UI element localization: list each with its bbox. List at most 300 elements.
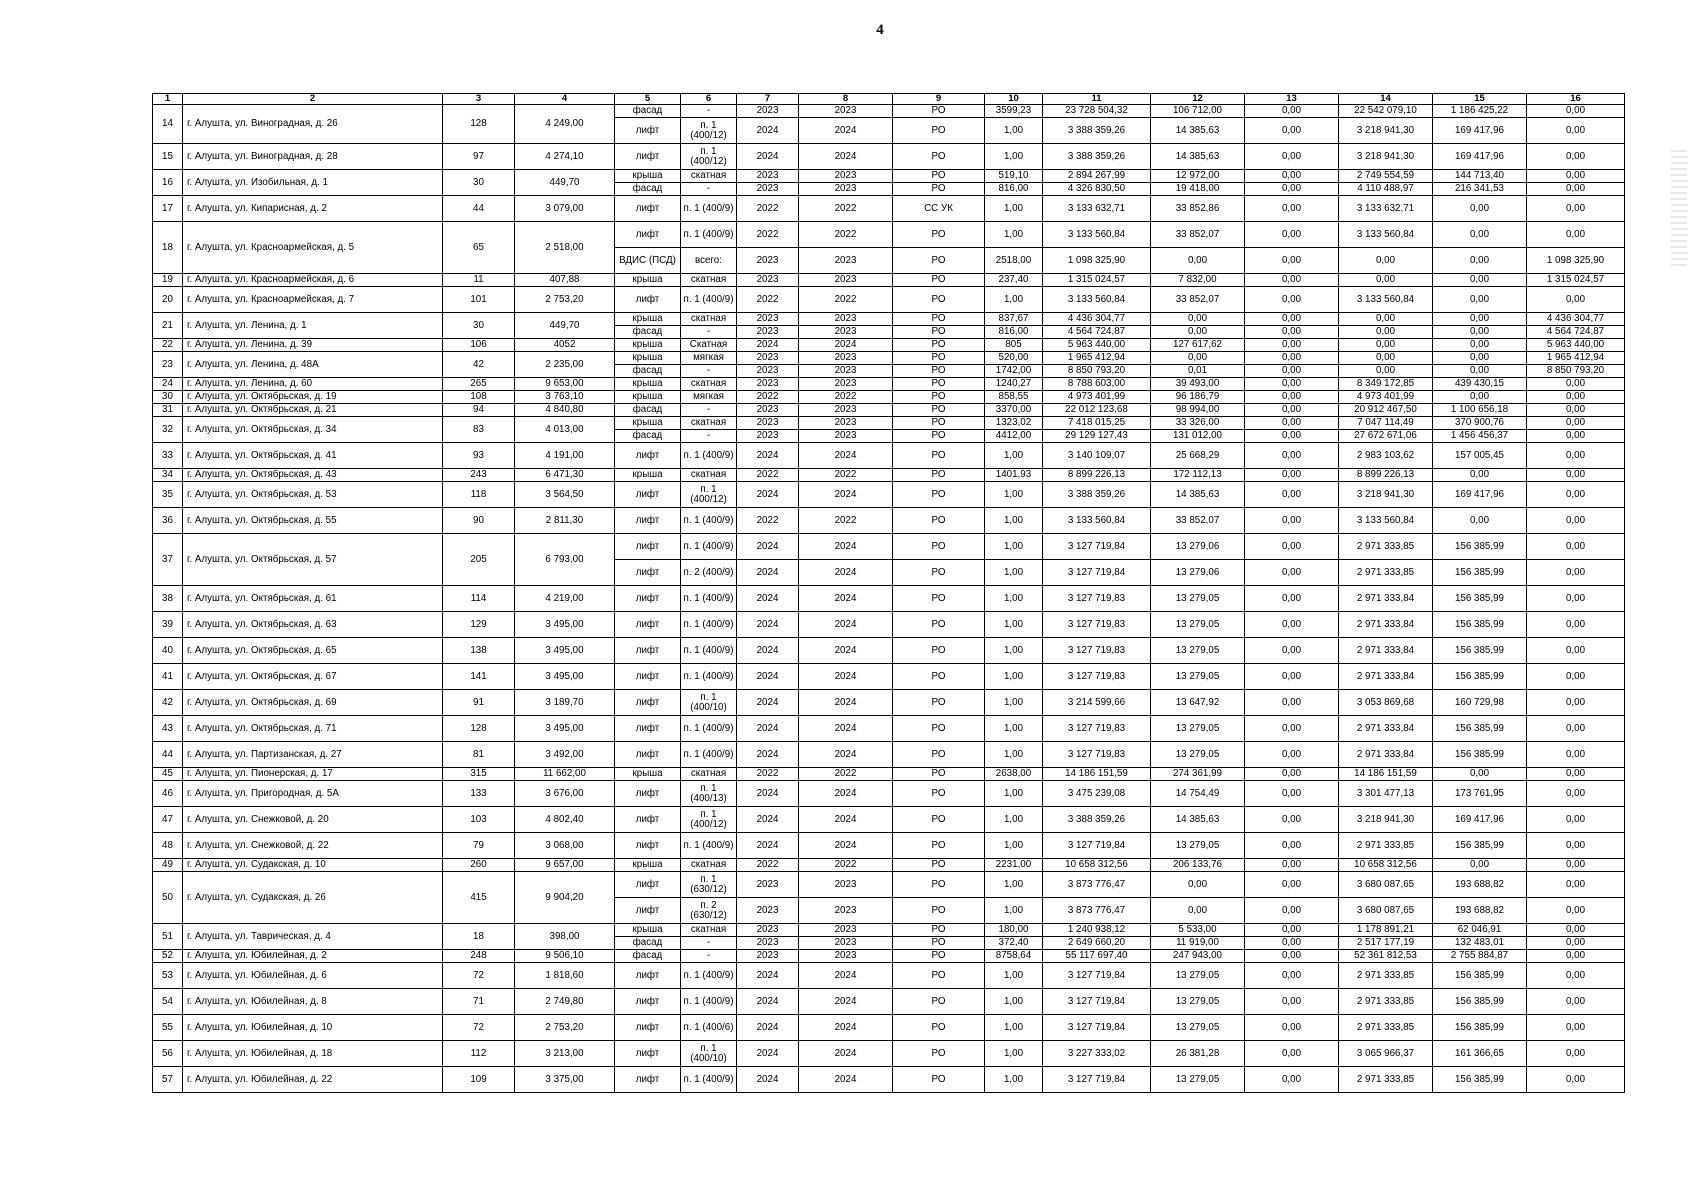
element: лифт <box>615 781 681 807</box>
cost-col-14: 2 749 554,59 <box>1339 170 1433 183</box>
cost-col-14: 8 899 226,13 <box>1339 469 1433 482</box>
cost-col-16: 0,00 <box>1527 716 1625 742</box>
plan-end-year: 2022 <box>799 222 893 248</box>
plan-end-year: 2024 <box>799 833 893 859</box>
element: лифт <box>615 196 681 222</box>
cost-col-14: 10 658 312,56 <box>1339 859 1433 872</box>
element: фасад <box>615 950 681 963</box>
cost-col-15: 169 417,96 <box>1433 144 1527 170</box>
cost-col-15: 144 713,40 <box>1433 170 1527 183</box>
volume: 1,00 <box>985 560 1043 586</box>
element: крыша <box>615 170 681 183</box>
cost-col-13: 0,00 <box>1245 144 1339 170</box>
fund-method: РО <box>893 586 985 612</box>
year-or-count: 108 <box>443 391 515 404</box>
building-area: 407,88 <box>515 274 615 287</box>
volume: 858,55 <box>985 391 1043 404</box>
cost-col-16: 0,00 <box>1527 118 1625 144</box>
total-cost: 1 098 325,90 <box>1043 248 1151 274</box>
fund-method: РО <box>893 833 985 859</box>
row-number: 18 <box>153 222 183 274</box>
total-cost: 3 127 719,83 <box>1043 716 1151 742</box>
cost-col-15: 62 046,91 <box>1433 924 1527 937</box>
volume: 1,00 <box>985 1067 1043 1093</box>
total-cost: 3 127 719,83 <box>1043 664 1151 690</box>
cost-col-16: 4 564 724,87 <box>1527 326 1625 339</box>
cost-col-15: 156 385,99 <box>1433 716 1527 742</box>
cost-col-13: 0,00 <box>1245 274 1339 287</box>
cost-col-14: 4 110 488,97 <box>1339 183 1433 196</box>
cost-col-16: 8 850 793,20 <box>1527 365 1625 378</box>
year-or-count: 133 <box>443 781 515 807</box>
building-address: г. Алушта, ул. Виноградная, д. 28 <box>183 144 443 170</box>
cost-col-15: 161 366,65 <box>1433 1041 1527 1067</box>
element-type: скатная <box>681 313 737 326</box>
total-cost: 3 127 719,84 <box>1043 560 1151 586</box>
fund-method: РО <box>893 469 985 482</box>
element-type: п. 1 (400/9) <box>681 287 737 313</box>
cost-col-14: 8 349 172,85 <box>1339 378 1433 391</box>
plan-start-year: 2023 <box>737 183 799 196</box>
volume: 4412,00 <box>985 430 1043 443</box>
total-cost: 3 873 776,47 <box>1043 898 1151 924</box>
cost-col-14: 0,00 <box>1339 365 1433 378</box>
cost-col-15: 156 385,99 <box>1433 586 1527 612</box>
plan-start-year: 2023 <box>737 274 799 287</box>
table-row <box>153 664 1625 690</box>
row-number: 55 <box>153 1015 183 1041</box>
cost-col-16: 0,00 <box>1527 105 1625 118</box>
column-number-header <box>153 94 1625 105</box>
year-or-count: 30 <box>443 170 515 196</box>
plan-start-year: 2024 <box>737 742 799 768</box>
cost-col-14: 14 186 151,59 <box>1339 768 1433 781</box>
specific-cost: 0,00 <box>1151 248 1245 274</box>
column-header-5: 5 <box>615 94 681 105</box>
row-number: 43 <box>153 716 183 742</box>
element: лифт <box>615 690 681 716</box>
plan-start-year: 2024 <box>737 339 799 352</box>
element: лифт <box>615 443 681 469</box>
element: лифт <box>615 482 681 508</box>
table-row <box>153 196 1625 222</box>
fund-method: РО <box>893 391 985 404</box>
element-type: п. 1 (400/9) <box>681 534 737 560</box>
column-header-13: 13 <box>1245 94 1339 105</box>
element: крыша <box>615 352 681 365</box>
cost-col-13: 0,00 <box>1245 768 1339 781</box>
cost-col-13: 0,00 <box>1245 105 1339 118</box>
fund-method: РО <box>893 248 985 274</box>
element: крыша <box>615 768 681 781</box>
cost-col-16: 0,00 <box>1527 781 1625 807</box>
element-type: п. 1 (400/9) <box>681 586 737 612</box>
cost-col-13: 0,00 <box>1245 638 1339 664</box>
fund-method: РО <box>893 950 985 963</box>
plan-start-year: 2024 <box>737 612 799 638</box>
volume: 1,00 <box>985 664 1043 690</box>
volume: 816,00 <box>985 183 1043 196</box>
cost-col-13: 0,00 <box>1245 859 1339 872</box>
cost-col-16: 0,00 <box>1527 924 1625 937</box>
element-type: всего: <box>681 248 737 274</box>
specific-cost: 247 943,00 <box>1151 950 1245 963</box>
fund-method: РО <box>893 1041 985 1067</box>
plan-start-year: 2022 <box>737 768 799 781</box>
cost-col-14: 2 971 333,85 <box>1339 989 1433 1015</box>
year-or-count: 91 <box>443 690 515 716</box>
year-or-count: 44 <box>443 196 515 222</box>
building-address: г. Алушта, ул. Пригородная, д. 5А <box>183 781 443 807</box>
cost-col-15: 0,00 <box>1433 274 1527 287</box>
element-type: скатная <box>681 859 737 872</box>
year-or-count: 138 <box>443 638 515 664</box>
cost-col-14: 2 983 103,62 <box>1339 443 1433 469</box>
volume: 805 <box>985 339 1043 352</box>
cost-col-13: 0,00 <box>1245 612 1339 638</box>
building-address: г. Алушта, ул. Октябрьская, д. 57 <box>183 534 443 586</box>
cost-col-15: 0,00 <box>1433 287 1527 313</box>
fund-method: РО <box>893 170 985 183</box>
cost-col-13: 0,00 <box>1245 924 1339 937</box>
cost-col-15: 0,00 <box>1433 859 1527 872</box>
cost-col-15: 160 729,98 <box>1433 690 1527 716</box>
specific-cost: 106 712,00 <box>1151 105 1245 118</box>
cost-col-16: 0,00 <box>1527 612 1625 638</box>
volume: 1,00 <box>985 638 1043 664</box>
fund-method: РО <box>893 768 985 781</box>
cost-col-13: 0,00 <box>1245 898 1339 924</box>
specific-cost: 0,01 <box>1151 365 1245 378</box>
specific-cost: 13 647,92 <box>1151 690 1245 716</box>
specific-cost: 13 279,05 <box>1151 833 1245 859</box>
cost-col-14: 3 218 941,30 <box>1339 807 1433 833</box>
cost-col-16: 0,00 <box>1527 508 1625 534</box>
plan-start-year: 2024 <box>737 1067 799 1093</box>
cost-col-13: 0,00 <box>1245 937 1339 950</box>
building-area: 9 904,20 <box>515 872 615 924</box>
cost-col-15: 156 385,99 <box>1433 833 1527 859</box>
specific-cost: 127 617,62 <box>1151 339 1245 352</box>
volume: 519,10 <box>985 170 1043 183</box>
plan-end-year: 2023 <box>799 924 893 937</box>
cost-col-13: 0,00 <box>1245 196 1339 222</box>
volume: 8758,64 <box>985 950 1043 963</box>
cost-col-14: 2 971 333,85 <box>1339 963 1433 989</box>
fund-method: РО <box>893 924 985 937</box>
building-area: 4 219,00 <box>515 586 615 612</box>
cost-col-15: 370 900,76 <box>1433 417 1527 430</box>
row-number: 40 <box>153 638 183 664</box>
element: крыша <box>615 469 681 482</box>
table-row <box>153 443 1625 469</box>
plan-end-year: 2024 <box>799 1041 893 1067</box>
cost-col-13: 0,00 <box>1245 118 1339 144</box>
cost-col-16: 0,00 <box>1527 430 1625 443</box>
building-address: г. Алушта, ул. Юбилейная, д. 22 <box>183 1067 443 1093</box>
specific-cost: 13 279,05 <box>1151 989 1245 1015</box>
building-area: 9 506,10 <box>515 950 615 963</box>
plan-start-year: 2023 <box>737 105 799 118</box>
specific-cost: 13 279,06 <box>1151 534 1245 560</box>
total-cost: 3 140 109,07 <box>1043 443 1151 469</box>
year-or-count: 415 <box>443 872 515 924</box>
cost-col-16: 0,00 <box>1527 807 1625 833</box>
volume: 1,00 <box>985 807 1043 833</box>
volume: 1,00 <box>985 196 1043 222</box>
element-type: п. 1 (400/12) <box>681 482 737 508</box>
plan-end-year: 2024 <box>799 807 893 833</box>
year-or-count: 243 <box>443 469 515 482</box>
cost-col-15: 132 483,01 <box>1433 937 1527 950</box>
table-row <box>153 417 1625 430</box>
specific-cost: 14 385,63 <box>1151 807 1245 833</box>
building-area: 3 763,10 <box>515 391 615 404</box>
building-area: 6 793,00 <box>515 534 615 586</box>
element-type: мягкая <box>681 352 737 365</box>
cost-col-14: 2 971 333,84 <box>1339 742 1433 768</box>
volume: 1,00 <box>985 716 1043 742</box>
cost-col-14: 2 971 333,84 <box>1339 586 1433 612</box>
cost-col-16: 0,00 <box>1527 859 1625 872</box>
cost-col-14: 2 971 333,84 <box>1339 612 1433 638</box>
row-number: 44 <box>153 742 183 768</box>
fund-method: РО <box>893 859 985 872</box>
plan-start-year: 2023 <box>737 326 799 339</box>
year-or-count: 11 <box>443 274 515 287</box>
volume: 1401,93 <box>985 469 1043 482</box>
year-or-count: 315 <box>443 768 515 781</box>
element: лифт <box>615 222 681 248</box>
year-or-count: 30 <box>443 313 515 339</box>
specific-cost: 12 972,00 <box>1151 170 1245 183</box>
specific-cost: 13 279,06 <box>1151 560 1245 586</box>
volume: 1,00 <box>985 833 1043 859</box>
table-row <box>153 1015 1625 1041</box>
year-or-count: 18 <box>443 924 515 950</box>
cost-col-13: 0,00 <box>1245 378 1339 391</box>
cost-col-13: 0,00 <box>1245 690 1339 716</box>
year-or-count: 94 <box>443 404 515 417</box>
plan-start-year: 2023 <box>737 417 799 430</box>
year-or-count: 101 <box>443 287 515 313</box>
cost-col-15: 193 688,82 <box>1433 898 1527 924</box>
cost-col-14: 4 973 401,99 <box>1339 391 1433 404</box>
cost-col-16: 0,00 <box>1527 378 1625 391</box>
volume: 1,00 <box>985 989 1043 1015</box>
specific-cost: 274 361,99 <box>1151 768 1245 781</box>
year-or-count: 128 <box>443 716 515 742</box>
building-address: г. Алушта, ул. Красноармейская, д. 7 <box>183 287 443 313</box>
cost-col-14: 2 971 333,85 <box>1339 1067 1433 1093</box>
cost-col-16: 0,00 <box>1527 586 1625 612</box>
year-or-count: 65 <box>443 222 515 274</box>
element-type: - <box>681 326 737 339</box>
cost-col-15: 1 100 656,18 <box>1433 404 1527 417</box>
volume: 2231,00 <box>985 859 1043 872</box>
cost-col-16: 0,00 <box>1527 404 1625 417</box>
volume: 837,67 <box>985 313 1043 326</box>
volume: 1,00 <box>985 443 1043 469</box>
plan-end-year: 2022 <box>799 196 893 222</box>
total-cost: 3 388 359,26 <box>1043 144 1151 170</box>
cost-col-16: 0,00 <box>1527 664 1625 690</box>
building-area: 4052 <box>515 339 615 352</box>
volume: 1,00 <box>985 963 1043 989</box>
cost-col-15: 0,00 <box>1433 326 1527 339</box>
row-number: 17 <box>153 196 183 222</box>
cost-col-14: 3 133 560,84 <box>1339 508 1433 534</box>
building-address: г. Алушта, ул. Снежковой, д. 22 <box>183 833 443 859</box>
cost-col-15: 0,00 <box>1433 469 1527 482</box>
element-type: п. 2 (630/12) <box>681 898 737 924</box>
table-row <box>153 963 1625 989</box>
year-or-count: 103 <box>443 807 515 833</box>
element: фасад <box>615 365 681 378</box>
cost-col-15: 0,00 <box>1433 313 1527 326</box>
specific-cost: 19 418,00 <box>1151 183 1245 196</box>
plan-end-year: 2024 <box>799 1015 893 1041</box>
element-type: п. 1 (400/9) <box>681 222 737 248</box>
fund-method: РО <box>893 222 985 248</box>
building-area: 3 495,00 <box>515 612 615 638</box>
plan-end-year: 2023 <box>799 950 893 963</box>
plan-end-year: 2023 <box>799 430 893 443</box>
plan-end-year: 2024 <box>799 144 893 170</box>
element-type: п. 1 (400/12) <box>681 118 737 144</box>
cost-col-14: 0,00 <box>1339 326 1433 339</box>
cost-col-13: 0,00 <box>1245 326 1339 339</box>
total-cost: 3 127 719,83 <box>1043 742 1151 768</box>
fund-method: РО <box>893 781 985 807</box>
total-cost: 1 315 024,57 <box>1043 274 1151 287</box>
element-type: п. 1 (400/9) <box>681 716 737 742</box>
building-address: г. Алушта, ул. Октябрьская, д. 67 <box>183 664 443 690</box>
cost-col-16: 0,00 <box>1527 443 1625 469</box>
element: лифт <box>615 716 681 742</box>
specific-cost: 13 279,05 <box>1151 586 1245 612</box>
total-cost: 10 658 312,56 <box>1043 859 1151 872</box>
plan-end-year: 2024 <box>799 690 893 716</box>
cost-col-15: 0,00 <box>1433 768 1527 781</box>
total-cost: 1 240 938,12 <box>1043 924 1151 937</box>
repair-program-table <box>152 93 1625 1093</box>
element: фасад <box>615 937 681 950</box>
cost-col-14: 27 672 671,06 <box>1339 430 1433 443</box>
cost-col-14: 3 218 941,30 <box>1339 118 1433 144</box>
cost-col-16: 0,00 <box>1527 963 1625 989</box>
plan-start-year: 2024 <box>737 664 799 690</box>
plan-end-year: 2023 <box>799 378 893 391</box>
column-header-15: 15 <box>1433 94 1527 105</box>
building-area: 4 191,00 <box>515 443 615 469</box>
total-cost: 3 388 359,26 <box>1043 482 1151 508</box>
building-address: г. Алушта, ул. Юбилейная, д. 2 <box>183 950 443 963</box>
year-or-count: 81 <box>443 742 515 768</box>
table-body <box>153 105 1625 1093</box>
row-number: 33 <box>153 443 183 469</box>
year-or-count: 72 <box>443 963 515 989</box>
plan-start-year: 2023 <box>737 924 799 937</box>
total-cost: 5 963 440,00 <box>1043 339 1151 352</box>
cost-col-15: 156 385,99 <box>1433 664 1527 690</box>
plan-end-year: 2024 <box>799 989 893 1015</box>
total-cost: 3 133 560,84 <box>1043 508 1151 534</box>
total-cost: 7 418 015,25 <box>1043 417 1151 430</box>
cost-col-14: 52 361 812,53 <box>1339 950 1433 963</box>
fund-method: РО <box>893 872 985 898</box>
cost-col-14: 3 218 941,30 <box>1339 482 1433 508</box>
cost-col-13: 0,00 <box>1245 664 1339 690</box>
cost-col-16: 0,00 <box>1527 170 1625 183</box>
plan-end-year: 2024 <box>799 781 893 807</box>
column-header-11: 11 <box>1043 94 1151 105</box>
building-area: 3 564,50 <box>515 482 615 508</box>
fund-method: РО <box>893 365 985 378</box>
building-address: г. Алушта, ул. Октябрьская, д. 41 <box>183 443 443 469</box>
element: фасад <box>615 430 681 443</box>
element: крыша <box>615 313 681 326</box>
volume: 3599,23 <box>985 105 1043 118</box>
cost-col-16: 0,00 <box>1527 196 1625 222</box>
plan-start-year: 2024 <box>737 482 799 508</box>
year-or-count: 97 <box>443 144 515 170</box>
cost-col-13: 0,00 <box>1245 469 1339 482</box>
table-row <box>153 807 1625 833</box>
volume: 1240,27 <box>985 378 1043 391</box>
plan-end-year: 2024 <box>799 638 893 664</box>
row-number: 39 <box>153 612 183 638</box>
total-cost: 8 899 226,13 <box>1043 469 1151 482</box>
building-address: г. Алушта, ул. Октябрьская, д. 71 <box>183 716 443 742</box>
cost-col-13: 0,00 <box>1245 313 1339 326</box>
element: лифт <box>615 586 681 612</box>
fund-method: РО <box>893 664 985 690</box>
plan-end-year: 2024 <box>799 482 893 508</box>
year-or-count: 93 <box>443 443 515 469</box>
year-or-count: 109 <box>443 1067 515 1093</box>
table-row <box>153 1041 1625 1067</box>
total-cost: 4 973 401,99 <box>1043 391 1151 404</box>
building-address: г. Алушта, ул. Юбилейная, д. 6 <box>183 963 443 989</box>
plan-start-year: 2022 <box>737 508 799 534</box>
specific-cost: 0,00 <box>1151 872 1245 898</box>
building-address: г. Алушта, ул. Юбилейная, д. 8 <box>183 989 443 1015</box>
cost-col-13: 0,00 <box>1245 534 1339 560</box>
building-area: 2 518,00 <box>515 222 615 274</box>
specific-cost: 13 279,05 <box>1151 638 1245 664</box>
cost-col-16: 0,00 <box>1527 872 1625 898</box>
year-or-count: 129 <box>443 612 515 638</box>
table-row <box>153 391 1625 404</box>
total-cost: 3 475 239,08 <box>1043 781 1151 807</box>
total-cost: 3 127 719,84 <box>1043 989 1151 1015</box>
table-row <box>153 508 1625 534</box>
table-row <box>153 170 1625 183</box>
table-row <box>153 612 1625 638</box>
plan-start-year: 2024 <box>737 118 799 144</box>
table-row <box>153 274 1625 287</box>
specific-cost: 13 279,05 <box>1151 963 1245 989</box>
year-or-count: 42 <box>443 352 515 378</box>
total-cost: 14 186 151,59 <box>1043 768 1151 781</box>
plan-start-year: 2024 <box>737 586 799 612</box>
specific-cost: 33 852,86 <box>1151 196 1245 222</box>
fund-method: РО <box>893 313 985 326</box>
table-row <box>153 924 1625 937</box>
plan-end-year: 2024 <box>799 716 893 742</box>
element-type: скатная <box>681 378 737 391</box>
